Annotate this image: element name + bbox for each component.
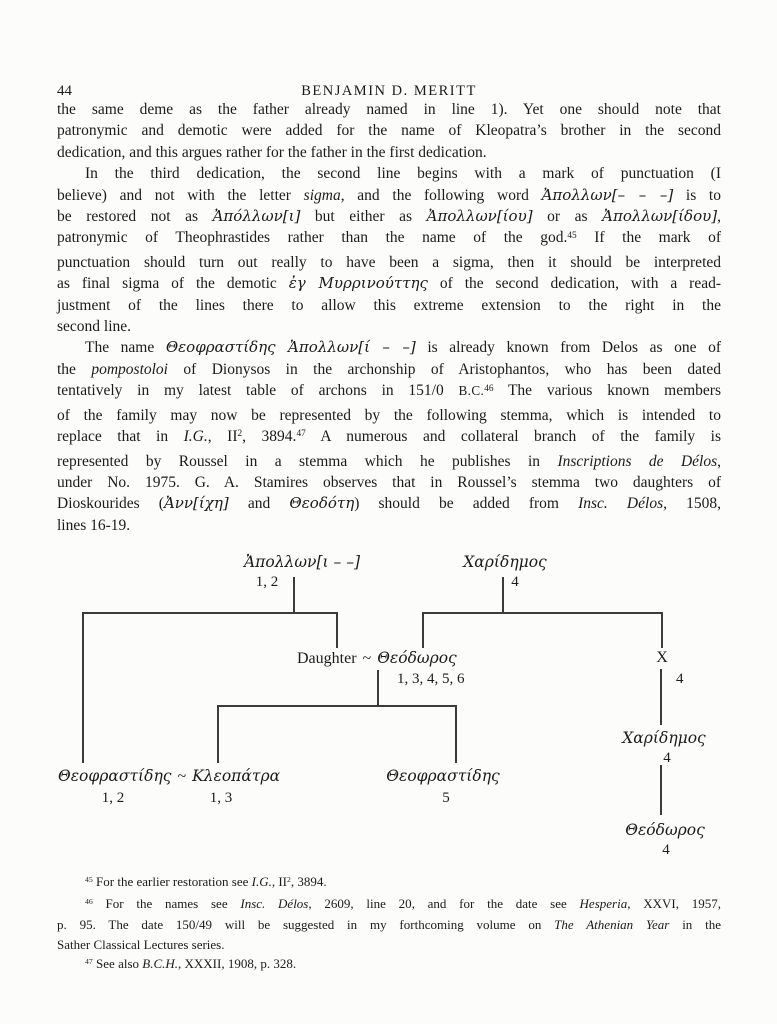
text-segment: sigma [303, 186, 341, 204]
text-segment: Dioskourides ( [57, 495, 164, 513]
stemma-refs-x: 4 [676, 671, 684, 687]
stemma-connector [502, 577, 504, 612]
text-segment: For the names see [92, 895, 241, 911]
text-segment: Insc. Délos [240, 895, 309, 911]
text-segment: dedication, and this argues rather for the father in the first dedication. [57, 143, 487, 161]
footnote-reference: 47 [296, 429, 306, 440]
text-segment: be restored not as [57, 208, 213, 226]
text-segment: I.G. [183, 428, 208, 446]
greek-text: Θεοδότη [289, 494, 355, 513]
text-line [57, 252, 721, 273]
text-segment: under No. 1975. G. A. Stamires observes that in Roussel’s stemma two daughters of [57, 473, 721, 491]
text-segment: , 2609, line 20, and for the date see [308, 895, 580, 911]
text-segment: and [228, 495, 290, 513]
stemma-daughter-label: Daughter [297, 650, 357, 667]
text-segment: , 1508, [663, 495, 721, 513]
stemma-theodoros-label: Θεόδωρος [377, 649, 457, 667]
text-segment: tentatively in my latest table of archons in 151/0 [57, 382, 459, 400]
text-segment: , 3894. [242, 428, 297, 446]
stemma-connector [217, 705, 219, 763]
text-segment: of Dionysos in the archonship of Aristophantos, who has been dated [168, 360, 721, 378]
text-segment: I.G. [251, 874, 272, 889]
text-segment: See also [92, 956, 143, 972]
text-line [57, 380, 721, 404]
text-line [57, 472, 721, 493]
text-line [57, 493, 721, 514]
greek-text: Ἀπολλων[ίου] [426, 207, 533, 226]
paragraph-3 [57, 337, 721, 536]
footnote-reference: 2 [287, 875, 291, 885]
text-line [57, 954, 721, 976]
greek-text: Ἀπόλλων[ι] [212, 207, 301, 226]
stemma-theophrastides1-label: Θεοφραστίδης [58, 767, 172, 785]
stemma-diagram [0, 545, 777, 870]
stemma-connector [422, 612, 424, 648]
stemma-connector [661, 612, 663, 648]
text-segment: Inscriptions de Délos [557, 452, 718, 470]
text-line [57, 451, 721, 472]
text-line [57, 163, 721, 184]
text-line [57, 935, 721, 955]
stemma-connector [422, 612, 662, 614]
footnotes [57, 872, 721, 976]
text-segment: If the mark of [576, 229, 721, 247]
text-line [57, 120, 721, 141]
text-segment: , and the following word [340, 186, 542, 204]
footnote-reference: 46 [484, 383, 494, 394]
running-title: BENJAMIN D. MERITT [301, 83, 477, 99]
greek-text: Ἀπολλων[ίδου] [602, 207, 718, 226]
text-segment: , XXXII, 1908, p. 328. [178, 956, 297, 972]
paragraph-1 [57, 99, 721, 163]
text-segment: patronymic and demotic were added for the name of Kleopatra’s brother in the second [57, 122, 721, 140]
text-line [57, 894, 721, 916]
text-segment: second line. [57, 318, 132, 336]
text-segment: Insc. Délos [578, 495, 664, 513]
text-segment: , XXVI, 1957, [627, 895, 721, 911]
text-segment: For the earlier restoration see [92, 874, 252, 889]
footnote-reference: 47 [85, 957, 93, 967]
stemma-connector [455, 705, 457, 763]
stemma-node-apollon: Ἀπολλων[ι – –] [243, 553, 361, 571]
stemma-refs-kleopatra: 1, 3 [209, 790, 233, 806]
stemma-node-charidemos: Χαρίδημος [463, 553, 547, 571]
stemma-connector [336, 612, 338, 648]
text-line [57, 515, 721, 536]
greek-text: Ἀνν[ίχη] [163, 494, 229, 513]
stemma-refs-charidemos2: 4 [663, 750, 671, 766]
text-line [57, 273, 721, 294]
text-segment: is to [673, 186, 721, 204]
stemma-node-theodoros2: Θεόδωρος [625, 821, 705, 839]
text-line [57, 185, 721, 206]
text-line [57, 227, 721, 251]
stemma-refs-apollon: 1, 2 [255, 574, 279, 590]
text-line [57, 915, 721, 935]
text-segment: justment of the lines there to allow this extreme extension to the right in the [57, 296, 721, 314]
stemma-refs-daughter-theodoros: 1, 3, 4, 5, 6 [397, 671, 465, 687]
text-line [57, 99, 721, 120]
text-segment: Hesperia [579, 895, 628, 911]
greek-text: Ἀπολλων[– – –] [541, 185, 674, 204]
footnote-reference: 45 [85, 875, 93, 885]
text-segment: patronymic of Theophrastides rather than the name of the god. [57, 229, 568, 247]
stemma-refs-charidemos: 4 [511, 574, 519, 590]
text-segment: B.C.H. [142, 956, 179, 972]
stemma-refs-theophrastides1: 1, 2 [101, 790, 125, 806]
stemma-refs-theophrastides2: 5 [442, 790, 450, 806]
stemma-node-daughter-theodoros [297, 649, 457, 668]
stemma-node-theophrastides2: Θεοφραστίδης [386, 767, 500, 785]
text-line [57, 316, 721, 337]
text-line [57, 359, 721, 380]
text-segment: In the third dedication, the second line begins with a mark of punctuation (I [85, 165, 721, 183]
text-segment: , II [271, 874, 288, 889]
stemma-kleopatra-label: Κλεοπάτρα [192, 767, 281, 785]
stemma-connector [82, 612, 84, 763]
stemma-connector [660, 765, 662, 815]
greek-text: ἐγ Μυρρινούττης [288, 274, 428, 293]
body-text [57, 99, 721, 536]
text-segment: , [717, 452, 721, 470]
text-line [57, 295, 721, 316]
footnote-45 [57, 872, 721, 894]
text-segment: ) should be added from [354, 495, 579, 513]
stemma-node-charidemos2: Χαρίδημος [622, 729, 706, 747]
text-segment: B.C. [458, 383, 485, 399]
text-segment: The various known members [493, 382, 721, 400]
footnote-46 [57, 894, 721, 955]
text-line [57, 405, 721, 426]
stemma-refs-theodoros2: 4 [662, 842, 670, 858]
text-segment: p. 95. The date 150/49 will be suggested in my forthcoming volume on [57, 917, 555, 933]
footnote-reference: 46 [85, 896, 93, 906]
stemma-node-theophrastides-kleopatra [58, 767, 280, 786]
text-segment: pompostoloi [91, 360, 168, 378]
text-segment: , II [207, 428, 238, 446]
text-segment: believe) and not with the letter [57, 186, 304, 204]
text-segment: The name [85, 339, 166, 357]
footnote-reference: 45 [567, 230, 577, 241]
stemma-connector [293, 577, 295, 612]
stemma-connector [377, 670, 379, 705]
page-number: 44 [57, 83, 72, 99]
text-line [57, 142, 721, 163]
marriage-tilde-icon: ~ [177, 768, 187, 785]
stemma-connector [82, 612, 338, 614]
paragraph-2 [57, 163, 721, 337]
footnote-reference: 2 [237, 429, 243, 440]
greek-text: Θεοφραστίδης Ἀπολλων[ί – –] [165, 338, 416, 357]
text-segment: is already known from Delos as one of [415, 339, 721, 357]
footnote-47 [57, 954, 721, 976]
text-line [57, 872, 721, 894]
text-segment: Sather Classical Lectures series. [57, 936, 225, 952]
text-segment: of the family may now be represented by the following stemma, which is intended to [57, 406, 721, 424]
text-segment: the same deme as the father already named in line 1). Yet one should note that [57, 101, 721, 118]
text-segment: the [57, 360, 92, 378]
text-segment: lines 16-19. [57, 516, 131, 534]
text-line [57, 337, 721, 358]
text-segment: , 3894. [290, 874, 327, 889]
text-segment: A numerous and collateral branch of the family is [305, 428, 722, 446]
text-line [57, 206, 721, 227]
text-segment: The Athenian Year [554, 917, 670, 933]
text-segment: replace that in [57, 428, 184, 446]
stemma-connector [660, 669, 662, 725]
stemma-node-x: X [656, 649, 668, 666]
text-line [57, 426, 721, 450]
text-segment: in the [669, 917, 722, 933]
marriage-tilde-icon: ~ [362, 650, 372, 667]
text-segment: of the second dedication, with a read- [427, 275, 722, 293]
text-segment: represented by Roussel in a stemma which he publishes in [57, 452, 558, 470]
stemma-connector [217, 705, 455, 707]
text-segment: , [717, 208, 721, 226]
text-segment: or as [532, 208, 603, 226]
text-segment: punctuation should turn out really to have been a sigma, then it should be interpreted [57, 253, 721, 271]
text-segment: but either as [300, 208, 427, 226]
text-segment: as final sigma of the demotic [57, 275, 289, 293]
